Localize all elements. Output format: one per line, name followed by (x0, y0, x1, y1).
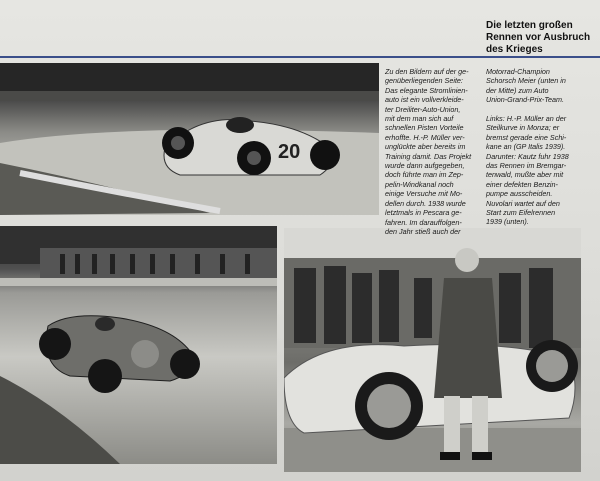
caption-line: Start zum Eifelrennen (486, 208, 556, 218)
caption-column-2 (486, 67, 584, 227)
paragraph-gap (486, 105, 584, 114)
caption-line: letztmals in Pescara ge- (385, 208, 462, 218)
caption-line: pumpe ausscheiden. (486, 189, 553, 199)
caption-line: genüberliegenden Seite: (385, 76, 463, 86)
caption-line: unglückte aber bereits im (385, 142, 466, 152)
caption-line: kane an (GP Italis 1939). (486, 142, 566, 152)
caption-line: Nuvolari wartet auf den (486, 198, 560, 208)
caption-line: den Jahr stieß auch der (385, 226, 461, 236)
caption-line: Links: H.-P. Müller an der (486, 114, 567, 124)
caption-line: bremst gerade eine Schi- (486, 132, 567, 142)
caption-line: Steilkurve in Monza; er (486, 123, 560, 133)
caption-line: der Mitte) zum Auto (486, 85, 549, 95)
caption-line: auto ist ein vollverkleide- (385, 95, 464, 105)
caption-line: tenwald, mußte aber mit (486, 170, 564, 180)
section-headline (486, 20, 596, 56)
caption-line: erhoffte. H.-P. Müller ver- (385, 132, 465, 142)
photo-driver-start (284, 228, 581, 472)
caption-line: schnellen Pisten Vorteile (385, 123, 464, 133)
caption-line: ter Dreiliter-Auto-Union, (385, 104, 461, 114)
header-rule (0, 56, 600, 58)
caption-line: wurde dann aufgegeben, (385, 161, 465, 171)
caption-line: doch führte man im Zep- (385, 170, 464, 180)
caption-line: Zu den Bildern auf der ge- (385, 67, 469, 76)
caption-line: dellen durch. 1938 wurde (385, 198, 466, 208)
caption-line: Union-Grand-Prix-Team. (486, 95, 565, 105)
caption-line: einige Versuche mit Mo- (385, 189, 463, 199)
headline-line-2: Rennen vor Ausbruch (486, 32, 591, 43)
caption-line: Training damit. Das Projekt (385, 151, 472, 161)
caption-line: das Rennen im Bremgar- (486, 161, 567, 171)
car-number-label: 20 (278, 141, 301, 163)
photo-monza-cornering (0, 226, 277, 464)
caption-line: fahren. Im darauffolgen- (385, 217, 462, 227)
caption-line: Darunter: Kautz fuhr 1938 (486, 151, 569, 161)
headline-line-1: Die letzten großen (486, 20, 573, 31)
caption-column-1 (385, 67, 481, 236)
caption-line: 1939 (unten). (486, 217, 529, 227)
caption-line: Motorrad-Champion (486, 67, 550, 76)
caption-line: pelin-Windkanal noch (385, 179, 454, 189)
caption-line: einer defekten Benzin- (486, 179, 558, 189)
caption-line: Schorsch Meier (unten in (486, 76, 566, 86)
caption-line: mit dem man sich auf (385, 114, 454, 124)
caption-line: Das elegante Stromlinien- (385, 85, 468, 95)
headline-line-3: des Krieges (486, 44, 543, 55)
photo-streamliner-car (0, 63, 379, 215)
